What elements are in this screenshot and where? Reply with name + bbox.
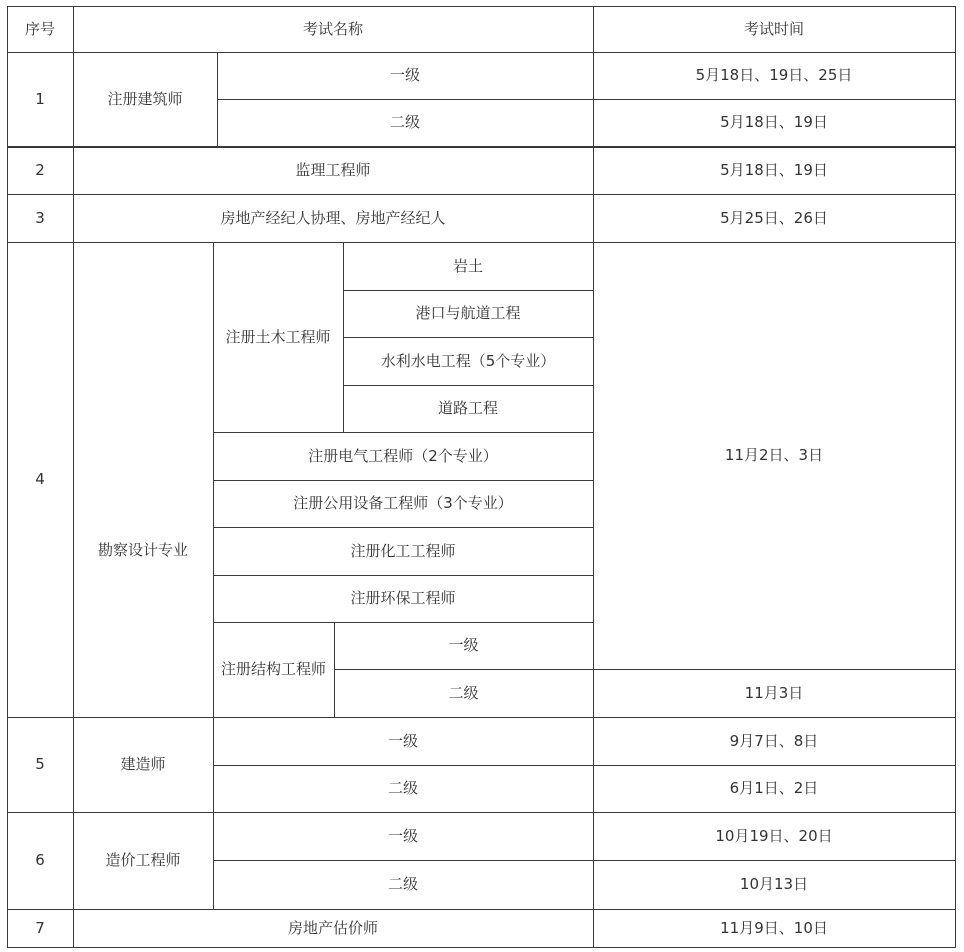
row-4-structural-level-2: 二级 xyxy=(448,683,479,702)
row-1-level-1: 一级 xyxy=(389,66,420,84)
row-6-level-1: 一级 xyxy=(387,826,418,845)
row-4-time-main: 11月2日、3日 xyxy=(724,446,824,464)
row-6-name: 造价工程师 xyxy=(105,851,181,869)
row-5-time-1: 9月7日、8日 xyxy=(729,731,819,750)
row-4-time-level-2: 11月3日 xyxy=(744,683,804,702)
row-5-name: 建造师 xyxy=(120,755,166,773)
row-6-level-2: 二级 xyxy=(387,875,418,893)
row-4-other-3: 注册化工工程师 xyxy=(350,541,456,560)
row-5-time-2: 6月1日、2日 xyxy=(729,779,819,797)
row-4-civil-major-2: 港口与航道工程 xyxy=(415,304,521,322)
row-2-no: 2 xyxy=(35,161,45,179)
row-6-time-2: 10月13日 xyxy=(739,875,809,893)
row-4-civil-name: 注册土木工程师 xyxy=(225,327,331,346)
row-6-no: 6 xyxy=(35,851,45,869)
row-4-structural-level-1: 一级 xyxy=(448,636,479,654)
grid-line-v xyxy=(955,6,956,948)
row-5-level-1: 一级 xyxy=(387,731,418,750)
row-4-structural-name: 注册结构工程师 xyxy=(220,660,326,678)
header-time: 考试时间 xyxy=(743,19,804,38)
row-4-civil-major-1: 岩土 xyxy=(452,256,483,275)
row-4-name: 勘察设计专业 xyxy=(97,541,188,559)
row-1-name: 注册建筑师 xyxy=(107,89,183,108)
row-1-time-1: 5月18日、19日、25日 xyxy=(695,66,853,84)
row-4-civil-major-3: 水利水电工程（5个专业） xyxy=(380,351,556,370)
row-1-no: 1 xyxy=(35,89,45,108)
grid-line-h xyxy=(7,947,956,948)
row-7-name: 房地产估价师 xyxy=(287,918,378,937)
row-1-time-2: 5月18日、19日 xyxy=(720,113,828,131)
header-no: 序号 xyxy=(24,19,55,38)
row-7-no: 7 xyxy=(35,918,45,937)
row-1-level-2: 二级 xyxy=(389,113,420,131)
row-7-time: 11月9日、10日 xyxy=(720,918,828,937)
row-2-name: 监理工程师 xyxy=(295,161,371,179)
row-4-other-4: 注册环保工程师 xyxy=(350,589,456,607)
row-4-civil-major-4: 道路工程 xyxy=(437,399,498,417)
row-3-time: 5月25日、26日 xyxy=(720,208,828,227)
row-5-level-2: 二级 xyxy=(387,779,418,797)
row-3-no: 3 xyxy=(35,208,45,227)
row-5-no: 5 xyxy=(35,755,45,773)
row-2-time: 5月18日、19日 xyxy=(720,161,828,179)
header-name: 考试名称 xyxy=(302,19,363,38)
row-3-name: 房地产经纪人协理、房地产经纪人 xyxy=(220,208,446,227)
row-4-other-2: 注册公用设备工程师（3个专业） xyxy=(293,494,513,512)
row-4-other-1: 注册电气工程师（2个专业） xyxy=(308,446,498,465)
row-4-no: 4 xyxy=(35,470,45,488)
row-6-time-1: 10月19日、20日 xyxy=(715,826,833,845)
